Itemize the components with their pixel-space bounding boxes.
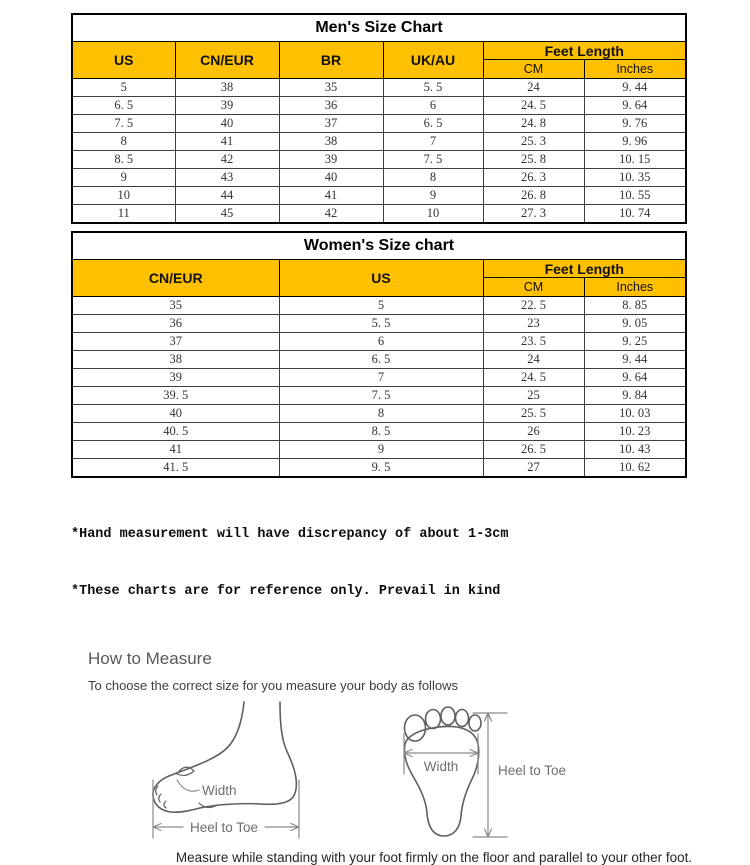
big-toe-outline [405, 715, 426, 741]
table-row [72, 133, 686, 151]
table-cell: 39 [72, 369, 279, 387]
table-cell: 25. 3 [483, 133, 584, 151]
table-cell: 36 [279, 97, 383, 115]
note-line-1: *Hand measurement will have discrepancy of about 1-3cm [71, 527, 509, 542]
mens-col-cm: CM [483, 60, 584, 79]
foot-side-outline [169, 702, 244, 776]
table-cell: 7. 5 [72, 115, 175, 133]
table-cell: 36 [72, 315, 279, 333]
table-cell: 26. 3 [483, 169, 584, 187]
table-cell: 41 [279, 187, 383, 205]
table-cell: 9 [279, 441, 483, 459]
mens-col-uk-au: UK/AU [383, 42, 483, 79]
table-cell: 10. 35 [584, 169, 686, 187]
table-cell: 9. 76 [584, 115, 686, 133]
table-cell: 38 [72, 351, 279, 369]
table-cell: 37 [72, 333, 279, 351]
table-cell: 41. 5 [72, 459, 279, 478]
table-cell: 24. 5 [483, 97, 584, 115]
mens-size-table [71, 13, 687, 224]
mens-col-inches: Inches [584, 60, 686, 79]
table-cell: 6. 5 [279, 351, 483, 369]
width-leader-line [177, 780, 199, 791]
table-row [72, 369, 686, 387]
table-cell: 37 [279, 115, 383, 133]
table-row [72, 423, 686, 441]
side-heel-to-toe-label: Heel to Toe [189, 820, 259, 835]
table-cell: 24. 5 [483, 369, 584, 387]
top-heel-to-toe-label: Heel to Toe [498, 763, 567, 778]
table-row [72, 97, 686, 115]
table-cell: 11 [72, 205, 175, 224]
womens-size-table [71, 231, 687, 478]
table-cell: 9. 5 [279, 459, 483, 478]
table-row [72, 441, 686, 459]
table-row [72, 459, 686, 478]
toe-outline [469, 715, 481, 731]
table-cell: 10. 03 [584, 405, 686, 423]
table-cell: 10. 43 [584, 441, 686, 459]
table-cell: 9. 05 [584, 315, 686, 333]
table-cell: 7. 5 [383, 151, 483, 169]
how-to-measure-subtitle: To choose the correct size for you measure your body as follows [88, 678, 458, 693]
table-cell: 24 [483, 79, 584, 97]
toe-outline [456, 710, 469, 727]
mens-col-br: BR [279, 42, 383, 79]
womens-col-feet-length: Feet Length [483, 260, 686, 278]
table-cell: 35 [279, 79, 383, 97]
table-cell: 10. 15 [584, 151, 686, 169]
table-row [72, 205, 686, 224]
table-cell: 24 [483, 351, 584, 369]
table-cell: 10. 62 [584, 459, 686, 478]
width-arrow [404, 750, 478, 757]
table-cell: 9. 96 [584, 133, 686, 151]
table-cell: 5 [279, 297, 483, 315]
table-cell: 38 [279, 133, 383, 151]
table-cell: 8 [279, 405, 483, 423]
mens-col-feet-length: Feet Length [483, 42, 686, 60]
mens-col-us: US [72, 42, 175, 79]
table-cell: 25. 5 [483, 405, 584, 423]
womens-col-inches: Inches [584, 278, 686, 297]
table-cell: 8. 5 [72, 151, 175, 169]
table-cell: 26. 8 [483, 187, 584, 205]
table-cell: 9. 64 [584, 97, 686, 115]
table-cell: 7 [279, 369, 483, 387]
foot-top-view-diagram [395, 698, 617, 846]
table-cell: 40. 5 [72, 423, 279, 441]
table-cell: 41 [72, 441, 279, 459]
womens-table-body [72, 297, 686, 478]
table-cell: 9. 84 [584, 387, 686, 405]
table-cell: 44 [175, 187, 279, 205]
table-row [72, 151, 686, 169]
heel-toe-arrow [485, 713, 492, 837]
mens-col-cn-eur: CN/EUR [175, 42, 279, 79]
table-cell: 6 [383, 97, 483, 115]
table-cell: 42 [175, 151, 279, 169]
table-cell: 8. 85 [584, 297, 686, 315]
measure-diagrams [71, 698, 685, 846]
table-cell: 23. 5 [483, 333, 584, 351]
table-row [72, 405, 686, 423]
table-cell: 25. 8 [483, 151, 584, 169]
foot-side-view-diagram [147, 700, 317, 842]
table-cell: 35 [72, 297, 279, 315]
table-cell: 42 [279, 205, 383, 224]
table-cell: 39. 5 [72, 387, 279, 405]
table-cell: 10. 74 [584, 205, 686, 224]
table-cell: 9 [72, 169, 175, 187]
table-row [72, 351, 686, 369]
table-cell: 43 [175, 169, 279, 187]
womens-col-us: US [279, 260, 483, 297]
table-cell: 6. 5 [383, 115, 483, 133]
table-row [72, 187, 686, 205]
table-cell: 23 [483, 315, 584, 333]
table-cell: 7. 5 [279, 387, 483, 405]
table-cell: 27. 3 [483, 205, 584, 224]
table-row [72, 169, 686, 187]
measure-caption: Measure while standing with your foot firmly on the floor and parallel to your other foot. [175, 850, 693, 865]
mens-table-body [72, 79, 686, 224]
table-cell: 6. 5 [72, 97, 175, 115]
table-cell: 10 [72, 187, 175, 205]
table-row [72, 387, 686, 405]
table-cell: 9. 64 [584, 369, 686, 387]
table-cell: 24. 8 [483, 115, 584, 133]
table-cell: 40 [279, 169, 383, 187]
table-row [72, 115, 686, 133]
table-cell: 7 [383, 133, 483, 151]
table-cell: 38 [175, 79, 279, 97]
table-cell: 9 [383, 187, 483, 205]
table-cell: 27 [483, 459, 584, 478]
table-cell: 40 [72, 405, 279, 423]
toe-outline [441, 707, 455, 725]
how-to-measure-title: How to Measure [88, 649, 212, 668]
table-cell: 5. 5 [383, 79, 483, 97]
table-cell: 10. 23 [584, 423, 686, 441]
table-cell: 45 [175, 205, 279, 224]
table-cell: 6 [279, 333, 483, 351]
table-row [72, 297, 686, 315]
disclaimer-notes [71, 487, 685, 639]
mens-table-title: Men's Size Chart [72, 14, 686, 42]
table-row [72, 333, 686, 351]
womens-col-cn-eur: CN/EUR [72, 260, 279, 297]
womens-col-cm: CM [483, 278, 584, 297]
table-cell: 5. 5 [279, 315, 483, 333]
table-cell: 8 [72, 133, 175, 151]
womens-table-title: Women's Size chart [72, 232, 686, 260]
table-cell: 22. 5 [483, 297, 584, 315]
table-cell: 39 [279, 151, 383, 169]
side-width-label: Width [202, 783, 237, 798]
table-cell: 39 [175, 97, 279, 115]
toe-outline [426, 710, 441, 729]
table-cell: 26. 5 [483, 441, 584, 459]
table-gap [71, 224, 685, 231]
table-cell: 5 [72, 79, 175, 97]
table-cell: 9. 44 [584, 351, 686, 369]
table-cell: 10 [383, 205, 483, 224]
table-cell: 26 [483, 423, 584, 441]
top-width-label: Width [423, 759, 459, 774]
table-row [72, 315, 686, 333]
table-cell: 9. 44 [584, 79, 686, 97]
table-cell: 25 [483, 387, 584, 405]
table-cell: 8. 5 [279, 423, 483, 441]
table-cell: 41 [175, 133, 279, 151]
table-cell: 10. 55 [584, 187, 686, 205]
size-chart-content [71, 13, 693, 865]
sole-outline [404, 726, 478, 836]
table-row [72, 79, 686, 97]
table-cell: 8 [383, 169, 483, 187]
note-line-2: *These charts are for reference only. Prevail in kind [71, 584, 501, 599]
table-cell: 40 [175, 115, 279, 133]
table-cell: 9. 25 [584, 333, 686, 351]
